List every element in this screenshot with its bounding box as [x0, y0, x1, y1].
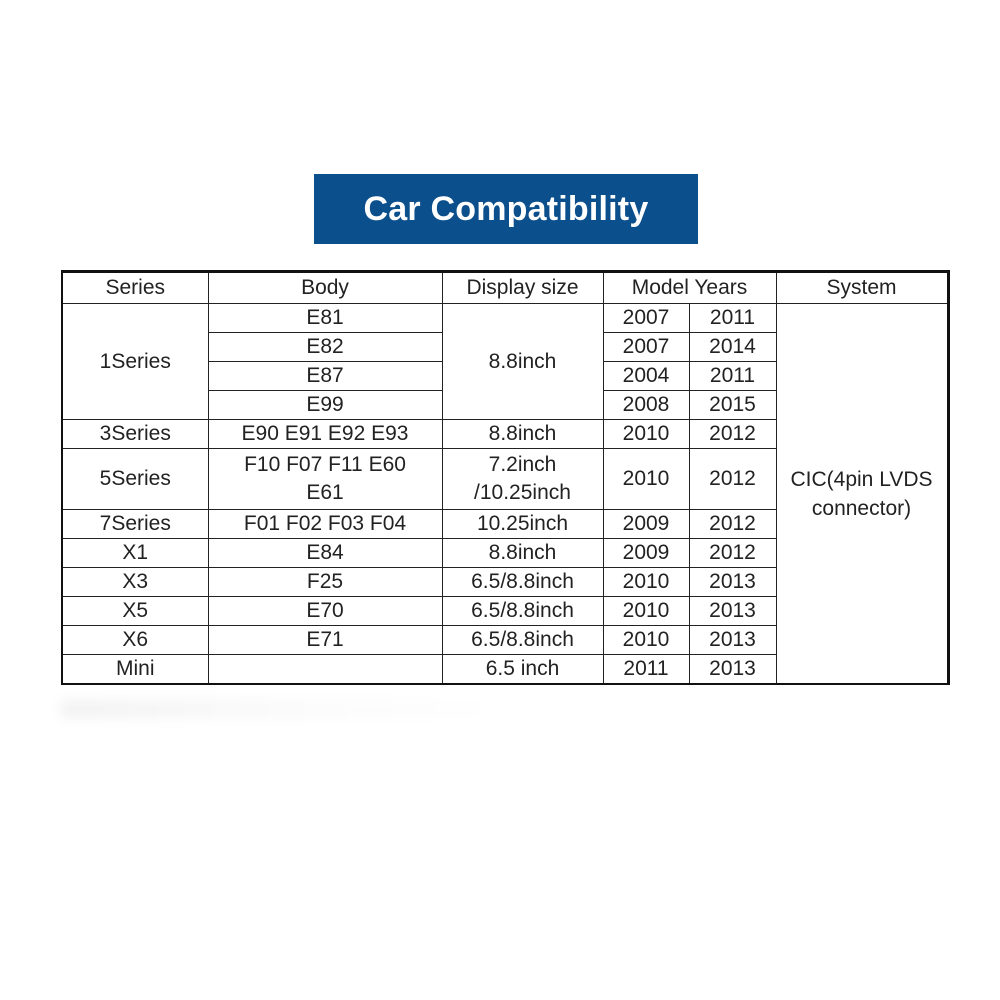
- year-to-cell: 2013: [689, 655, 776, 685]
- display-size-cell: 8.8inch: [442, 304, 603, 420]
- body-cell: [208, 655, 442, 685]
- series-cell: X3: [62, 568, 208, 597]
- year-from-cell: 2010: [603, 449, 689, 510]
- compatibility-table: [61, 270, 950, 685]
- body-cell: E84: [208, 539, 442, 568]
- series-cell: 5Series: [62, 449, 208, 510]
- body-cell: F10 F07 F11 E60 E61: [208, 449, 442, 510]
- body-cell: F25: [208, 568, 442, 597]
- series-cell: Mini: [62, 655, 208, 685]
- body-cell: E81: [208, 304, 442, 333]
- body-cell: E82: [208, 333, 442, 362]
- table-row: [62, 304, 948, 333]
- year-from-cell: 2009: [603, 510, 689, 539]
- header-display-size: Display size: [442, 272, 603, 304]
- body-cell: E87: [208, 362, 442, 391]
- series-cell: 3Series: [62, 420, 208, 449]
- year-to-cell: 2014: [689, 333, 776, 362]
- year-to-cell: 2013: [689, 626, 776, 655]
- header-body: Body: [208, 272, 442, 304]
- year-from-cell: 2007: [603, 304, 689, 333]
- year-from-cell: 2010: [603, 626, 689, 655]
- display-size-cell: 6.5/8.8inch: [442, 568, 603, 597]
- table-header-row: [62, 272, 948, 304]
- year-to-cell: 2015: [689, 391, 776, 420]
- display-size-cell: 8.8inch: [442, 539, 603, 568]
- year-from-cell: 2011: [603, 655, 689, 685]
- year-to-cell: 2012: [689, 510, 776, 539]
- body-cell: E90 E91 E92 E93: [208, 420, 442, 449]
- display-size-cell: 6.5 inch: [442, 655, 603, 685]
- header-model-years: Model Years: [603, 272, 776, 304]
- system-cell: CIC(4pin LVDS connector): [776, 304, 948, 685]
- year-to-cell: 2012: [689, 449, 776, 510]
- display-size-cell: 10.25inch: [442, 510, 603, 539]
- year-from-cell: 2004: [603, 362, 689, 391]
- year-to-cell: 2012: [689, 539, 776, 568]
- series-cell: X6: [62, 626, 208, 655]
- year-to-cell: 2011: [689, 304, 776, 333]
- year-from-cell: 2009: [603, 539, 689, 568]
- year-from-cell: 2010: [603, 597, 689, 626]
- year-to-cell: 2012: [689, 420, 776, 449]
- year-from-cell: 2007: [603, 333, 689, 362]
- series-cell: X5: [62, 597, 208, 626]
- body-cell: E99: [208, 391, 442, 420]
- page-title: Car Compatibility: [314, 174, 698, 244]
- year-to-cell: 2013: [689, 597, 776, 626]
- series-cell: 7Series: [62, 510, 208, 539]
- display-size-cell: 7.2inch /10.25inch: [442, 449, 603, 510]
- year-from-cell: 2008: [603, 391, 689, 420]
- series-cell: 1Series: [62, 304, 208, 420]
- series-cell: X1: [62, 539, 208, 568]
- display-size-cell: 6.5/8.8inch: [442, 626, 603, 655]
- body-cell: F01 F02 F03 F04: [208, 510, 442, 539]
- display-size-cell: 8.8inch: [442, 420, 603, 449]
- year-from-cell: 2010: [603, 420, 689, 449]
- year-to-cell: 2013: [689, 568, 776, 597]
- header-system: System: [776, 272, 948, 304]
- table-shadow: [61, 700, 501, 718]
- body-cell: E71: [208, 626, 442, 655]
- year-from-cell: 2010: [603, 568, 689, 597]
- body-cell: E70: [208, 597, 442, 626]
- year-to-cell: 2011: [689, 362, 776, 391]
- header-series: Series: [62, 272, 208, 304]
- display-size-cell: 6.5/8.8inch: [442, 597, 603, 626]
